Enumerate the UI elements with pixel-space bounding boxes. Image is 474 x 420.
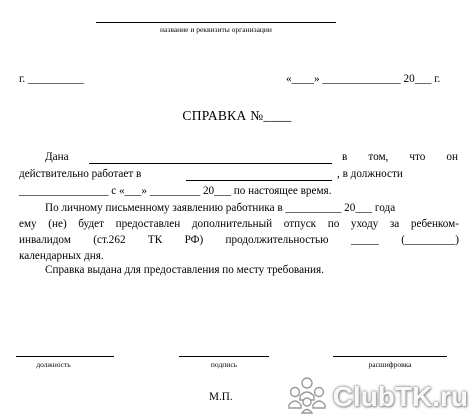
stamp-place: М.П. xyxy=(209,391,233,403)
org-caption: название и реквизиты организации xyxy=(160,25,272,34)
employer-blank-line xyxy=(186,180,332,181)
signature-caption: подпись xyxy=(210,360,238,369)
signature-line xyxy=(179,356,269,357)
date-line: «____» ______________ 20___ г. xyxy=(286,73,441,85)
position-caption: должность xyxy=(36,360,71,369)
city-line: г. __________ xyxy=(19,73,84,85)
text-dana: Дана xyxy=(45,151,69,163)
p2-line4: календарных дня. xyxy=(19,250,104,262)
text-rabotaet-v: действительно работает в xyxy=(19,168,142,180)
org-name-line xyxy=(96,22,336,23)
watermark xyxy=(287,378,468,416)
text-v-tom-chto-on: в том, что он xyxy=(342,151,458,163)
position-line xyxy=(16,356,114,357)
p2-line3: инвалидом (ст.262 ТК РФ) продолжительностью _____ (_________) xyxy=(19,234,459,246)
people-group-logo-icon xyxy=(287,376,327,419)
p2-line1: По личному письменному заявлению работника в __________ 20___ года xyxy=(45,202,396,214)
text-v-dolzhnosti: , в должности xyxy=(337,168,403,180)
p2-line2: ему (не) будет предоставлен дополнительный отпуск по уходу за ребенком- xyxy=(19,218,459,230)
text-position-since: ________________ с «___» _________ 20___ по настоящее время. xyxy=(19,185,332,197)
name-blank-line xyxy=(89,163,332,164)
decoding-caption: расшифровка xyxy=(368,360,412,369)
document-title: СПРАВКА №____ xyxy=(182,108,292,123)
decoding-line xyxy=(333,356,447,357)
p3-purpose: Справка выдана для предоставления по месту требования. xyxy=(45,264,324,276)
watermark-text: ClubTK.ru xyxy=(332,381,468,412)
